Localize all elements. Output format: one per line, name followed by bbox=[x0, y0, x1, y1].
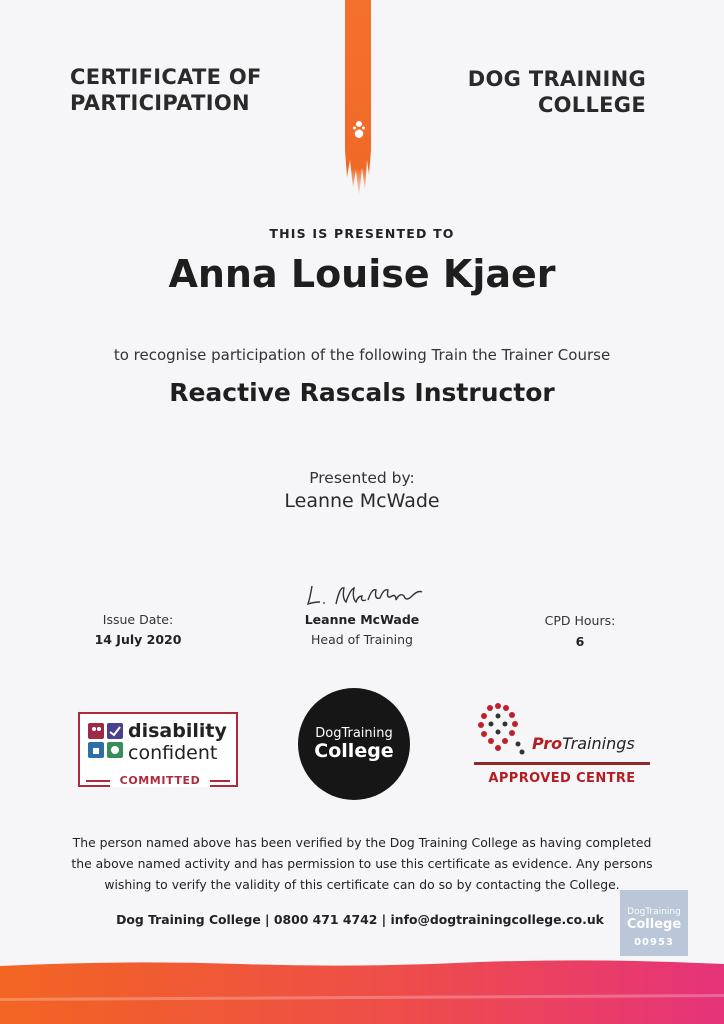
issue-date-label: Issue Date: bbox=[102, 612, 174, 627]
college-title: DOG TRAINING COLLEGE bbox=[467, 67, 646, 117]
paw-icon bbox=[352, 118, 366, 142]
course-name: Reactive Rascals Instructor bbox=[169, 378, 555, 407]
cpd-hours-label: CPD Hours: bbox=[544, 613, 616, 628]
verification-text: The person named above has been verified by the Dog Training College as having completed the above named activity and has permission to use this certificate as evidence. Any persons wishing to verify the validity of this certificate can do so by contacting the College. bbox=[71, 835, 653, 892]
disability-confident-logo bbox=[78, 712, 238, 787]
seal-line2: College bbox=[314, 740, 394, 762]
orange-brush-stripe bbox=[343, 0, 373, 198]
presented-by-label: Presented by: bbox=[309, 469, 415, 487]
presented-to-label: THIS IS PRESENTED TO bbox=[269, 226, 455, 241]
protrainings-bar bbox=[474, 762, 650, 765]
recognise-text: to recognise participation of the following Train the Trainer Course bbox=[113, 346, 611, 364]
hologram-stamp bbox=[620, 890, 688, 956]
issue-date-value: 14 July 2020 bbox=[94, 632, 182, 647]
protrainings-dots-icon bbox=[476, 702, 526, 758]
stamp-line2: College bbox=[626, 917, 682, 932]
presenter-name: Leanne McWade bbox=[284, 490, 440, 512]
seal-line1: DogTraining bbox=[315, 726, 393, 741]
recipient-name: Anna Louise Kjaer bbox=[168, 252, 556, 296]
college-seal-icon bbox=[298, 688, 410, 800]
dc-word-disability: disability bbox=[128, 720, 227, 742]
stamp-line1: DogTraining bbox=[627, 907, 681, 917]
bottom-brush-band bbox=[0, 958, 724, 1024]
dc-committed-label: COMMITTED bbox=[110, 774, 210, 787]
signer-role: Head of Training bbox=[310, 632, 413, 647]
signer-name: Leanne McWade bbox=[304, 612, 420, 627]
handwritten-signature bbox=[300, 580, 430, 610]
disability-confident-icon bbox=[88, 723, 124, 759]
protrainings-name: ProTrainings bbox=[532, 734, 635, 753]
approved-centre-label: APPROVED CENTRE bbox=[488, 771, 636, 786]
dc-word-confident: confident bbox=[128, 742, 218, 764]
contact-line: Dog Training College | 0800 471 4742 | info@dogtrainingcollege.co.uk bbox=[116, 912, 604, 927]
stamp-number: 00953 bbox=[634, 937, 674, 948]
cpd-hours-value: 6 bbox=[575, 634, 585, 649]
certificate-type-title: CERTIFICATE OF PARTICIPATION bbox=[70, 65, 262, 115]
